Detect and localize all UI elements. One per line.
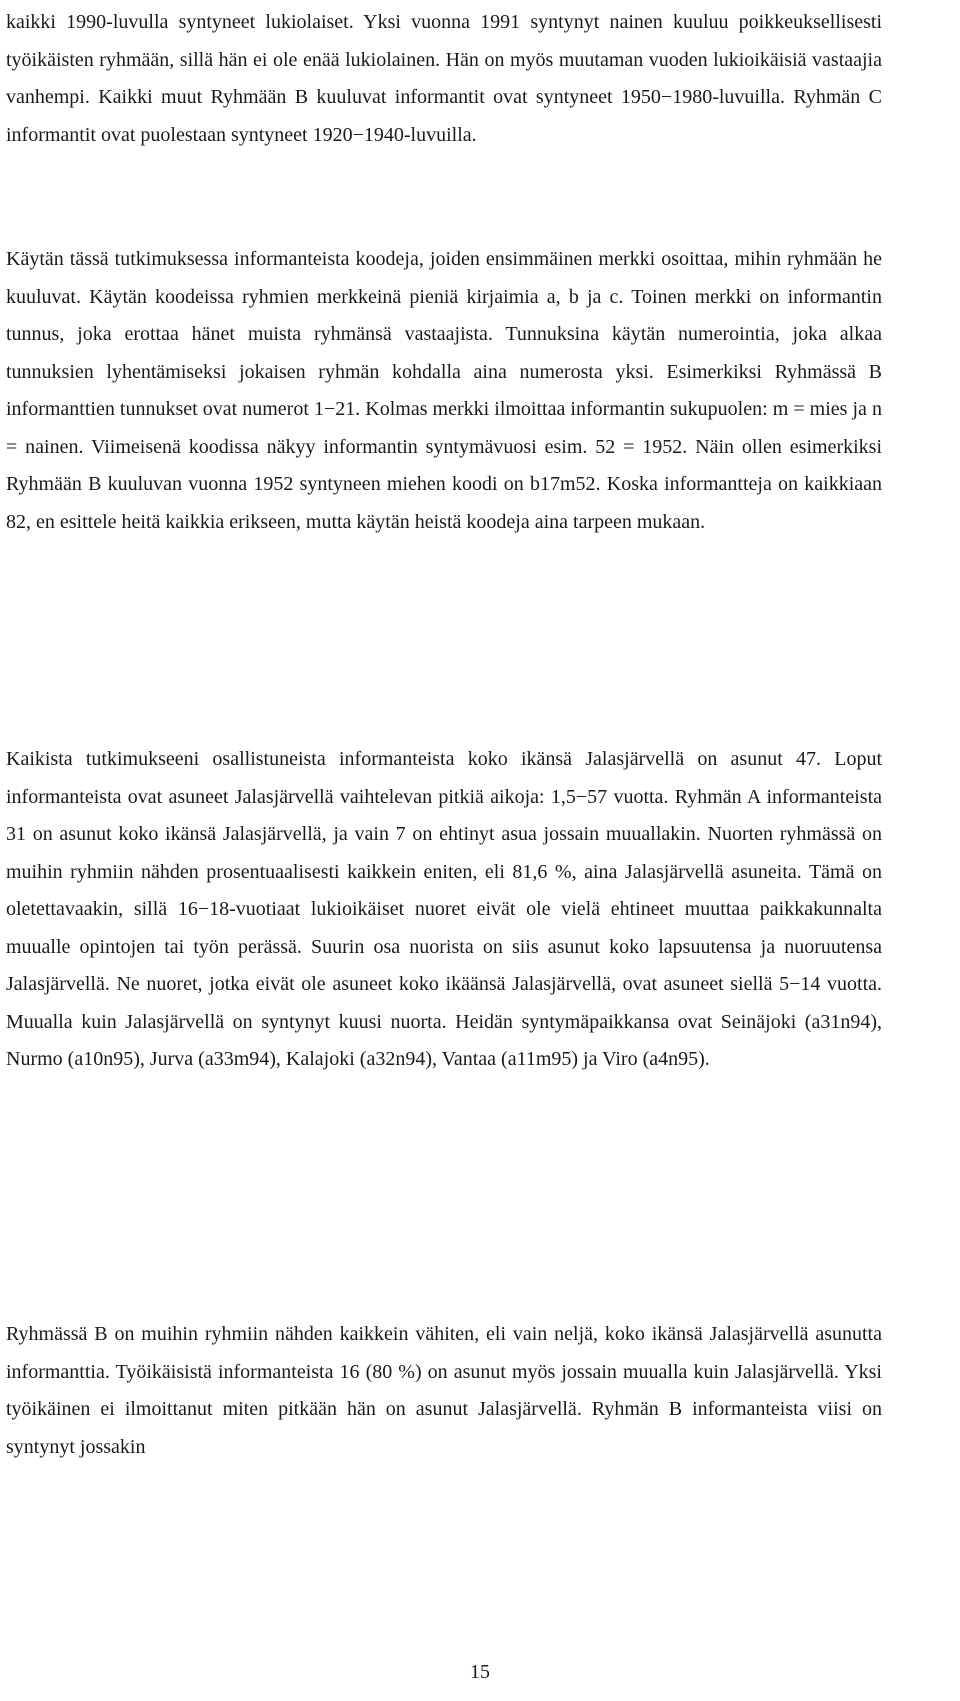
paragraph-group-informants bbox=[6, 4, 882, 154]
paragraph-4: Ryhmässä B on muihin ryhmiin nähden kaikkein vähiten, eli vain neljä, koko ikänsä Jalasjärvellä asunutta informanttia. Työikäisistä informanteista 16 (80 %) on asunut myös jossain muualla kuin Jalasjärvellä. Yksi työikäinen ei ilmoittanut miten pitkään hän on asunut Jalasjärvellä. Ryhmän B informanteista viisi on syntynyt jossakin bbox=[6, 1323, 882, 1458]
paragraph-2: Käytän tässä tutkimuksessa informanteista koodeja, joiden ensimmäinen merkki osoittaa, mihin ryhmään he kuuluvat. Käytän koodeissa ryhmien merkkeinä pieniä kirjaimia a, b ja c. Toinen merkki on informantin tunnus, joka erottaa hänet muista ryhmänsä vastaajista. Tunnuksina käytän numerointia, joka alkaa tunnuksien lyhentämiseksi jokaisen ryhmän kohdalla aina numerosta yksi. Esimerkiksi Ryhmässä B informanttien tunnukset ovat numerot 1−21. Kolmas merkki ilmoittaa informantin sukupuolen: m = mies ja n = nainen. Viimeisenä koodissa näkyy informantin syntymävuosi esim. 52 = 1952. Näin ollen esimerkiksi Ryhmään B kuuluvan vuonna 1952 syntyneen miehen koodi on b17m52. Koska informantteja on kaikkiaan 82, en esittele heitä kaikkia erikseen, mutta käytän heistä koodeja aina tarpeen mukaan. bbox=[6, 248, 882, 533]
page-number: 15 bbox=[470, 1661, 490, 1683]
paragraph-group-group-b bbox=[6, 1316, 882, 1466]
paragraph-1: kaikki 1990-luvulla syntyneet lukiolaiset. Yksi vuonna 1991 syntynyt nainen kuuluu poikkeuksellisesti työikäisten ryhmään, sillä hän ei ole enää lukiolainen. Hän on myös muutaman vuoden lukioikäisiä vastaajia vanhempi. Kaikki muut Ryhmään B kuuluvat informantit ovat syntyneet 1950−1980-luvuilla. Ryhmän C informantit ovat puolestaan syntyneet 1920−1940-luvuilla. bbox=[6, 11, 882, 146]
paragraph-group-residence bbox=[6, 741, 882, 1079]
paragraph-group-codes bbox=[6, 241, 882, 541]
paragraph-3: Kaikista tutkimukseeni osallistuneista informanteista koko ikänsä Jalasjärvellä on asunut 47. Loput informanteista ovat asuneet Jalasjärvellä vaihtelevan pitkiä aikoja: 1,5−57 vuotta. Ryhmän A informanteista 31 on asunut koko ikänsä Jalasjärvellä, ja vain 7 on ehtinyt asua jossain muuallakin. Nuorten ryhmässä on muihin ryhmiin nähden prosentuaalisesti kaikkein eniten, eli 81,6 %, aina Jalasjärvellä asuneita. Tämä on oletettavaakin, sillä 16−18-vuotiaat lukioikäiset nuoret eivät ole vielä ehtineet muuttaa paikkakunnalta muualle opintojen tai työn perässä. Suurin osa nuorista on siis asunut koko lapsuutensa ja nuoruutensa Jalasjärvellä. Ne nuoret, jotka eivät ole asuneet koko ikäänsä Jalasjärvellä, ovat asuneet siellä 5−14 vuotta. Muualla kuin Jalasjärvellä on syntynyt kuusi nuorta. Heidän syntymäpaikkansa ovat Seinäjoki (a31n94), Nurmo (a10n95), Jurva (a33m94), Kalajoki (a32n94), Vantaa (a11m95) ja Viro (a4n95). bbox=[6, 748, 882, 1070]
